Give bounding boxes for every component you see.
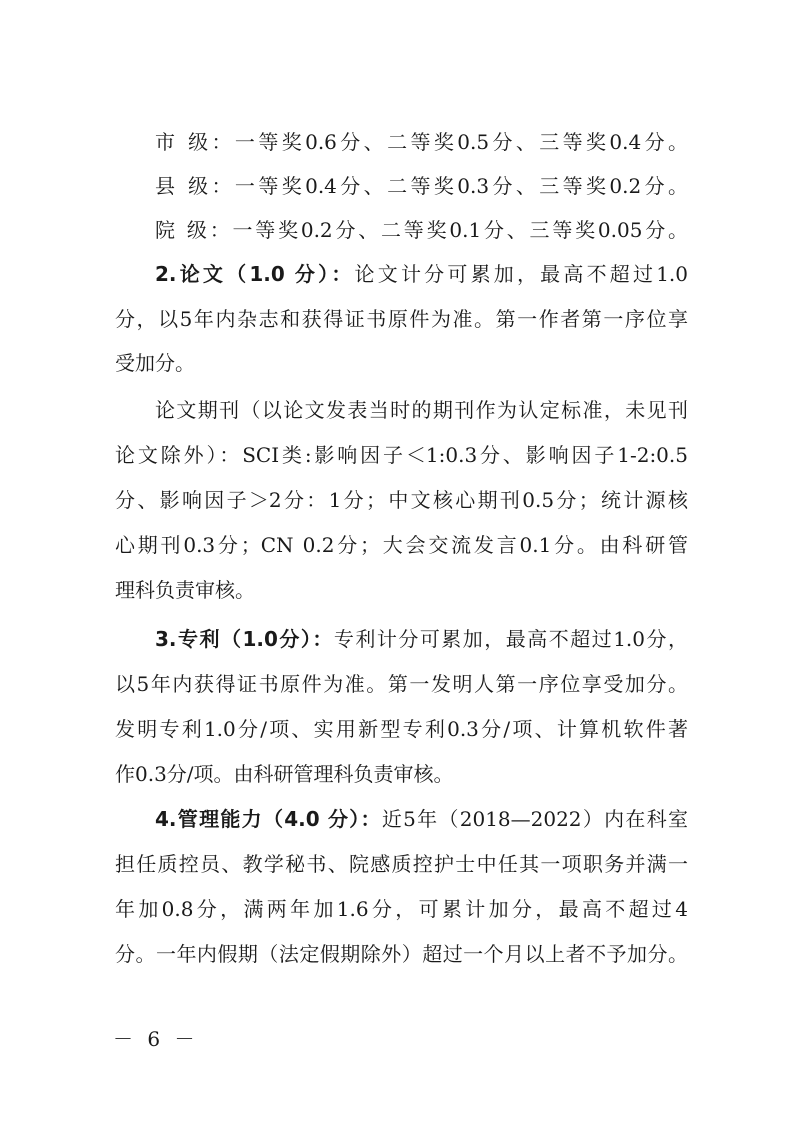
page-number: － 6 －: [113, 1027, 199, 1051]
paragraph-line: 分。一年内假期（法定假期除外）超过一个月以上者不予加分。: [115, 942, 688, 966]
paragraph-line: 心期刊0.3分；CN 0.2分；大会交流发言0.1分。由科研管: [115, 533, 688, 557]
paragraph-text: 专利计分可累加，最高不超过1.0分，: [333, 627, 688, 651]
award-county-line: 县 级：一等奖0.4分、二等奖0.3分、三等奖0.2分。: [155, 174, 688, 198]
paragraph-line: 理科负责审核。: [115, 578, 255, 602]
section-management-title: 4.管理能力（4.0 分）：: [155, 807, 382, 831]
paragraph-line: 作0.3分/项。由科研管理科负责审核。: [115, 762, 454, 786]
paragraph-text: 近5年（2018—2022）内在科室: [381, 807, 689, 831]
award-hospital-line: 院 级：一等奖0.2分、二等奖0.1分、三等奖0.05分。: [155, 218, 688, 242]
paragraph-line: 论文期刊（以论文发表当时的期刊作为认定标准，未见刊: [155, 398, 688, 422]
paragraph-line: 以5年内获得证书原件为准。第一发明人第一序位享受加分。: [115, 672, 688, 696]
section-management-heading: [155, 797, 688, 841]
paragraph-line: 分，以5年内杂志和获得证书原件为准。第一作者第一序位享: [115, 307, 688, 331]
section-papers-heading: [155, 252, 688, 296]
section-papers-title: 2.论文（1.0 分）：: [155, 262, 355, 286]
award-city-line: 市 级：一等奖0.6分、二等奖0.5分、三等奖0.4分。: [155, 130, 688, 154]
paragraph-line: 年加0.8分，满两年加1.6分，可累计加分，最高不超过4: [115, 897, 688, 921]
paragraph-text: 论文计分可累加，最高不超过1.0: [354, 262, 689, 286]
paragraph-line: 发明专利1.0分/项、实用新型专利0.3分/项、计算机软件著: [115, 717, 688, 741]
paragraph-line: 论文除外）：SCI类:影响因子＜1:0.3分、影响因子1-2:0.5: [115, 443, 688, 467]
paragraph-line: 受加分。: [115, 351, 195, 375]
section-patents-title: 3.专利（1.0分）：: [155, 627, 334, 651]
section-patents-heading: [155, 617, 688, 661]
paragraph-line: 担任质控员、教学秘书、院感质控护士中任其一项职务并满一: [115, 852, 688, 876]
paragraph-line: 分、影响因子＞2分：1分；中文核心期刊0.5分；统计源核: [115, 488, 688, 512]
